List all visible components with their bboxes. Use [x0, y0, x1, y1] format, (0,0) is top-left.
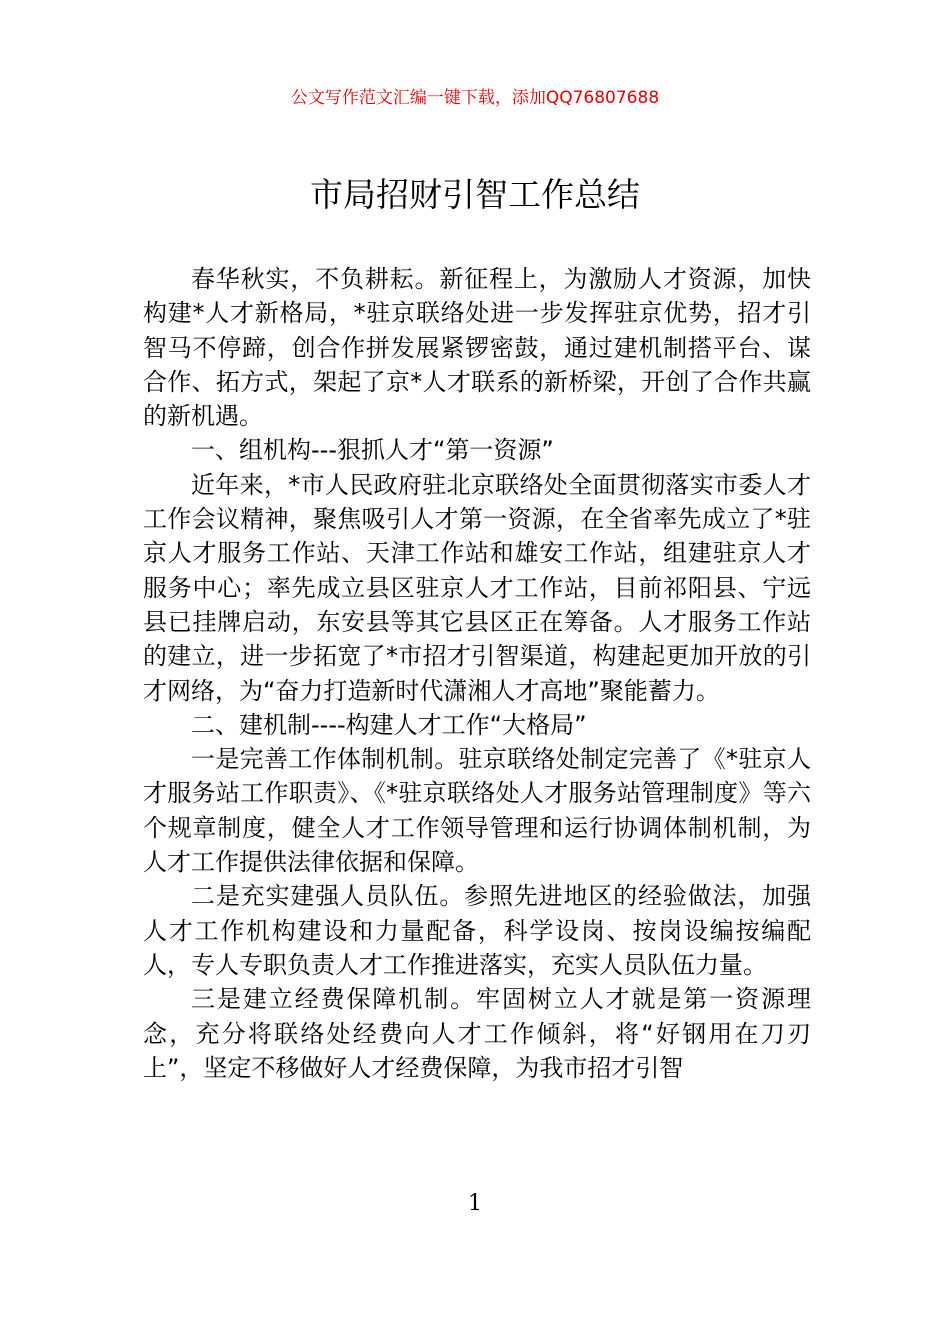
section-2-point-2: 二是充实建强人员队伍。参照先进地区的经验做法，加强人才工作机构建设和力量配备，科学设岗、按岗设编按编配人，专人专职负责人才工作推进落实，充实人员队伍力量。 [143, 882, 811, 979]
section-heading-1: 一、组机构---狠抓人才“第一资源” [191, 436, 554, 465]
document-body [143, 262, 811, 1085]
intro-paragraph: 春华秋实，不负耕耘。新征程上，为激励人才资源，加快构建*人才新格局，*驻京联络处进一步发挥驻京优势，招才引智马不停蹄，创合作拼发展紧锣密鼓，通过建机制搭平台、谋合作、拓方式，架起了京*人才联系的新桥梁，开创了合作共赢的新机遇。 [143, 265, 811, 431]
section-1-paragraph: 近年来，*市人民政府驻北京联络处全面贯彻落实市委人才工作会议精神，聚焦吸引人才第一资源，在全省率先成立了*驻京人才服务工作站、天津工作站和雄安工作站，组建驻京人才服务中心；率先成立县区驻京人才工作站，目前祁阳县、宁远县已挂牌启动，东安县等其它县区正在筹备。人才服务工作站的建立，进一步拓宽了*市招才引智渠道，构建起更加开放的引才网络，为“奋力打造新时代潇湘人才高地”聚能蓄力。 [143, 470, 811, 705]
section-2-point-3: 三是建立经费保障机制。牢固树立人才就是第一资源理念，充分将联络处经费向人才工作倾斜，将“好钢用在刀刃上”，坚定不移做好人才经费保障，为我市招才引智 [143, 985, 811, 1082]
section-2-point-1: 一是完善工作体制机制。驻京联络处制定完善了《*驻京人才服务站工作职责》、《*驻京联络处人才服务站管理制度》等六个规章制度，健全人才工作领导管理和运行协调体制机制，为人才工作提供法律依据和保障。 [143, 745, 811, 877]
download-notice: 公文写作范文汇编一键下载，添加QQ76807688 [290, 88, 660, 108]
page-number: 1 [468, 1191, 482, 1216]
document-title: 市局招财引智工作总结 [310, 175, 640, 214]
section-heading-2: 二、建机制----构建人才工作“大格局” [191, 710, 587, 739]
